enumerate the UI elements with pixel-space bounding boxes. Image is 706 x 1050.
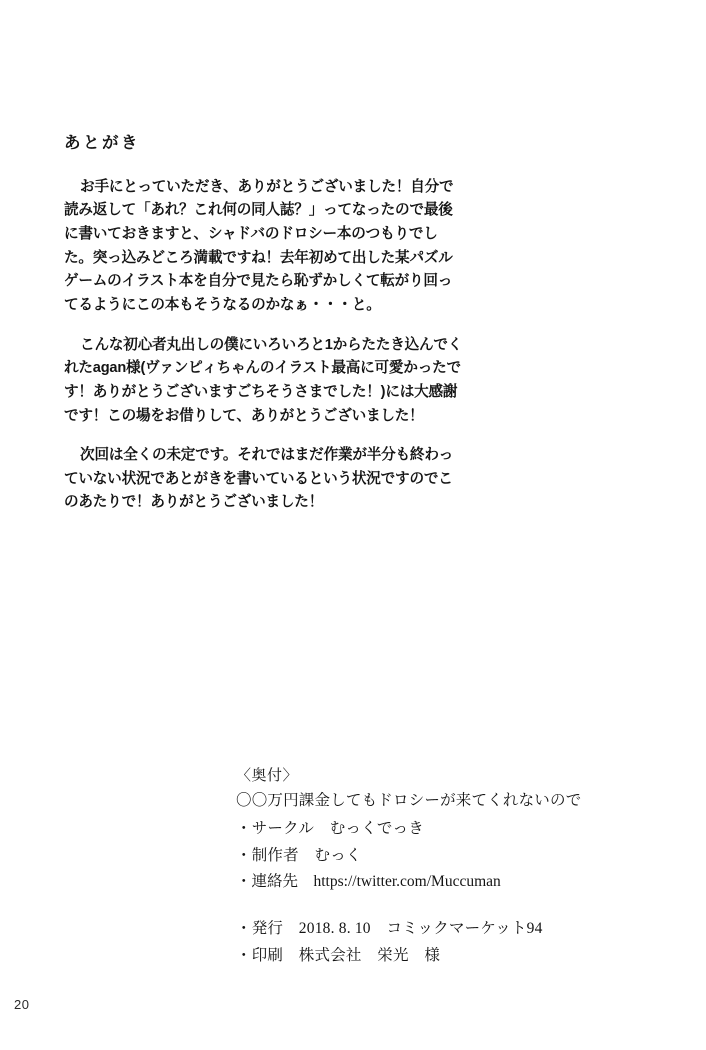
colophon-circle-line: ・サークル むっくでっき xyxy=(236,820,424,837)
colophon-contact-line[interactable]: ・連絡先 https://twitter.com/Muccuman xyxy=(236,873,501,891)
afterword-heading: あとがき xyxy=(64,134,140,152)
afterword-paragraph-1: お手にとっていただき、ありがとうございました！自分で読み返して「あれ？これ何の同人誌？」ってなったので最後に書いておきますと、シャドバのドロシー本のつもりでした。突っ込みどころ満載ですね！去年初めて出した某パズルゲームのイラスト本を自分で見たら恥ずかしくて転がり回ってるようにこの本もそうなるのかなぁ・・・と。 xyxy=(64,178,454,313)
afterword-paragraph-3: 次回は全くの未定です。それではまだ作業が半分も終わっていない状況であとがきを書いているという状況ですのでこのあたりで！ありがとうございました！ xyxy=(64,447,453,511)
colophon-subtitle: 〇〇万円課金してもドロシーが来てくれないので xyxy=(236,791,582,809)
colophon-title: 〈奥付〉 xyxy=(236,768,299,784)
colophon-author-line: ・制作者 むっく xyxy=(236,846,362,864)
afterword-section xyxy=(64,134,464,515)
colophon-publication-line: ・発行 2018. 8. 10 コミックマーケット94 xyxy=(236,919,543,937)
colophon-section xyxy=(236,766,656,969)
page-number: 20 xyxy=(14,997,30,1012)
colophon-spacer xyxy=(236,896,656,916)
afterword-paragraph-2: こんな初心者丸出しの僕にいろいろと1からたたき込んでくれたagan様(ヴァンピィちゃんのイラスト最高に可愛かったです！ありがとうございますごちそうさまでした！)には大感謝です！この場をお借りして、ありがとうございました！ xyxy=(64,336,463,424)
colophon-printing-line: ・印刷 株式会社 栄光 様 xyxy=(236,946,441,964)
